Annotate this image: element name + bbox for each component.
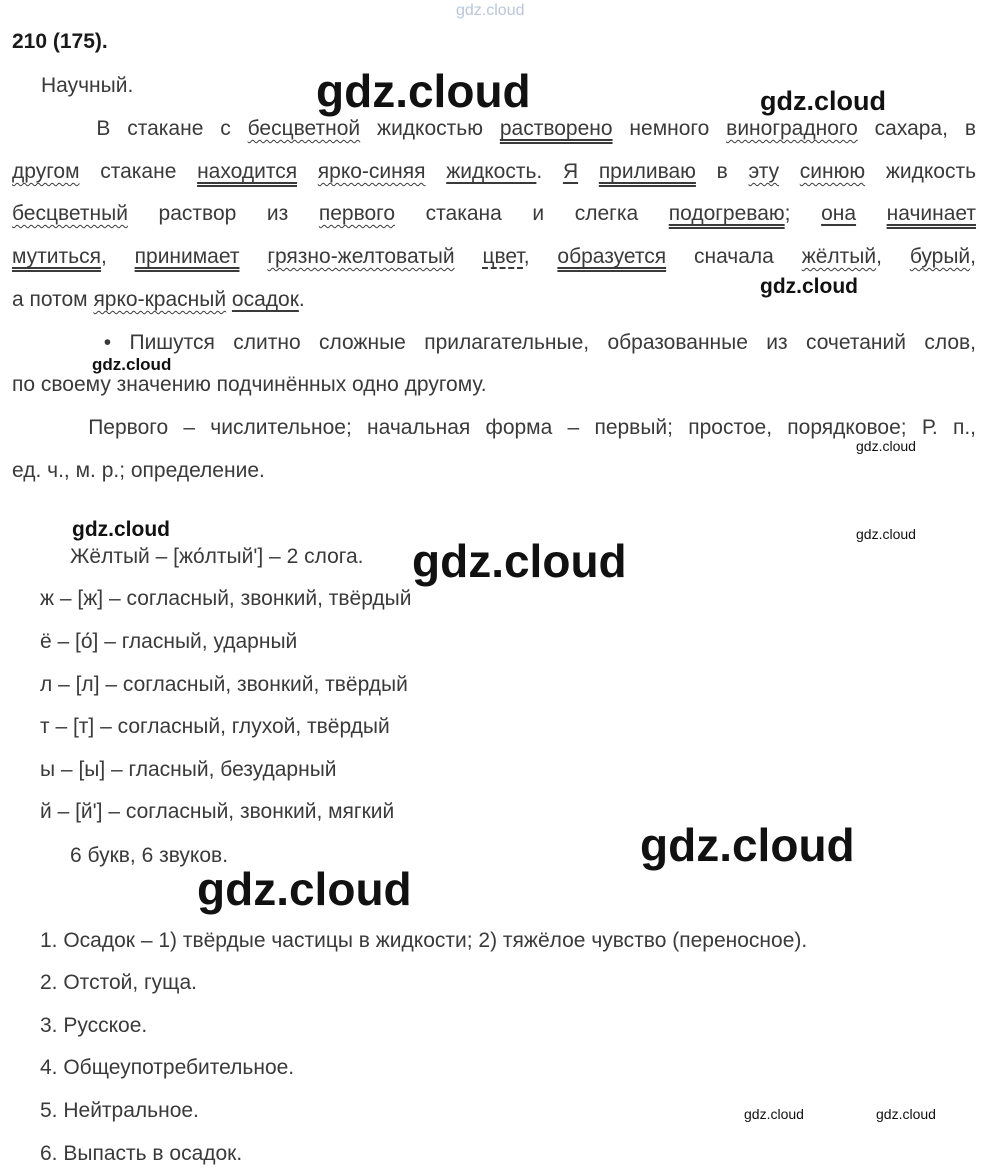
- word-attribute: первого: [318, 202, 396, 225]
- exercise-title: 210 (175).: [12, 30, 108, 53]
- watermark: gdz.cloud: [197, 863, 412, 915]
- word-object: цвет: [482, 245, 524, 268]
- word-attribute: ярко-красный: [93, 288, 227, 311]
- text-line-2: другом стакане находится ярко-синяя жидкость. Я приливаю в эту синюю жидкость: [12, 160, 977, 183]
- word-attribute: другом: [12, 160, 80, 183]
- word-attribute: виноградного: [726, 117, 858, 140]
- watermark: gdz.cloud: [856, 438, 916, 454]
- word-attribute: грязно-желтоватый: [267, 245, 455, 268]
- word-subject: Я: [562, 160, 579, 183]
- word-predicate: растворено: [499, 117, 613, 140]
- morph-line-1: Первого – числительное; начальная форма – первый; простое, порядковое; Р. п.,: [88, 416, 976, 439]
- watermark: gdz.cloud: [412, 535, 627, 587]
- phonetic-row: ы – [ы] – гласный, безударный: [40, 758, 337, 781]
- word-subject: жидкость: [446, 160, 537, 183]
- phonetic-row: й – [й'] – согласный, звонкий, мягкий: [40, 800, 395, 823]
- watermark: gdz.cloud: [92, 355, 172, 374]
- text-line-4: мутиться, принимает грязно-желтоватый цвет, образуется сначала жёлтый, бурый,: [12, 245, 976, 268]
- word-attribute: жёлтый: [801, 245, 877, 268]
- text-line-3: бесцветный раствор из первого стакана и слегка подогреваю; она начинает: [12, 202, 977, 225]
- list-item: 2. Отстой, гуща.: [40, 971, 197, 994]
- watermark: gdz.cloud: [876, 1106, 936, 1122]
- word-attribute: бесцветной: [247, 117, 361, 140]
- rule-line-1: • Пишутся слитно сложные прилагательные, образованные из сочетаний слов,: [103, 331, 976, 354]
- watermark: gdz.cloud: [856, 526, 916, 542]
- word-attribute: бурый: [909, 245, 971, 268]
- style-label: Научный.: [41, 74, 134, 97]
- word-subject: она: [821, 202, 857, 225]
- phonetic-header: Жёлтый – [жо́лтый'] – 2 слога.: [70, 545, 364, 568]
- word-attribute: ярко-синяя: [317, 160, 426, 183]
- phonetic-summary: 6 букв, 6 звуков.: [70, 844, 229, 867]
- word-attribute: эту: [748, 160, 780, 183]
- word-predicate: мутиться: [12, 245, 101, 268]
- word-predicate: принимает: [134, 245, 240, 268]
- phonetic-row: ё – [о́] – гласный, ударный: [40, 630, 298, 653]
- word-attribute: синюю: [799, 160, 866, 183]
- word-subject: осадок: [231, 288, 299, 311]
- list-item: 1. Осадок – 1) твёрдые частицы в жидкости; 2) тяжёлое чувство (переносное).: [40, 929, 808, 952]
- list-item: 5. Нейтральное.: [40, 1099, 199, 1122]
- phonetic-row: л – [л] – согласный, звонкий, твёрдый: [40, 673, 408, 696]
- text-line-1: В стакане с бесцветной жидкостью растворено немного виноградного сахара, в: [96, 117, 976, 140]
- watermark: gdz.cloud: [744, 1106, 804, 1122]
- watermark-top: gdz.cloud: [456, 2, 525, 19]
- watermark: gdz.cloud: [316, 65, 531, 117]
- watermark: gdz.cloud: [760, 275, 858, 298]
- list-item: 6. Выпасть в осадок.: [40, 1142, 243, 1165]
- phonetic-row: ж – [ж] – согласный, звонкий, твёрдый: [40, 587, 412, 610]
- list-item: 4. Общеупотребительное.: [40, 1056, 295, 1079]
- text-line-5: а потом ярко-красный осадок.: [12, 288, 305, 311]
- word-predicate: начинает: [886, 202, 977, 225]
- word-predicate: образуется: [557, 245, 667, 268]
- word-attribute: бесцветный: [12, 202, 128, 225]
- watermark: gdz.cloud: [760, 86, 886, 116]
- word-predicate: находится: [197, 160, 298, 183]
- list-item: 3. Русское.: [40, 1014, 148, 1037]
- rule-line-2: по своему значению подчинённых одно другому.: [12, 373, 487, 396]
- morph-line-2: ед. ч., м. р.; определение.: [12, 459, 265, 482]
- watermark: gdz.cloud: [640, 819, 855, 871]
- watermark: gdz.cloud: [72, 518, 170, 541]
- phonetic-row: т – [т] – согласный, глухой, твёрдый: [40, 715, 390, 738]
- word-predicate: приливаю: [598, 160, 696, 183]
- word-predicate: подогреваю: [668, 202, 785, 225]
